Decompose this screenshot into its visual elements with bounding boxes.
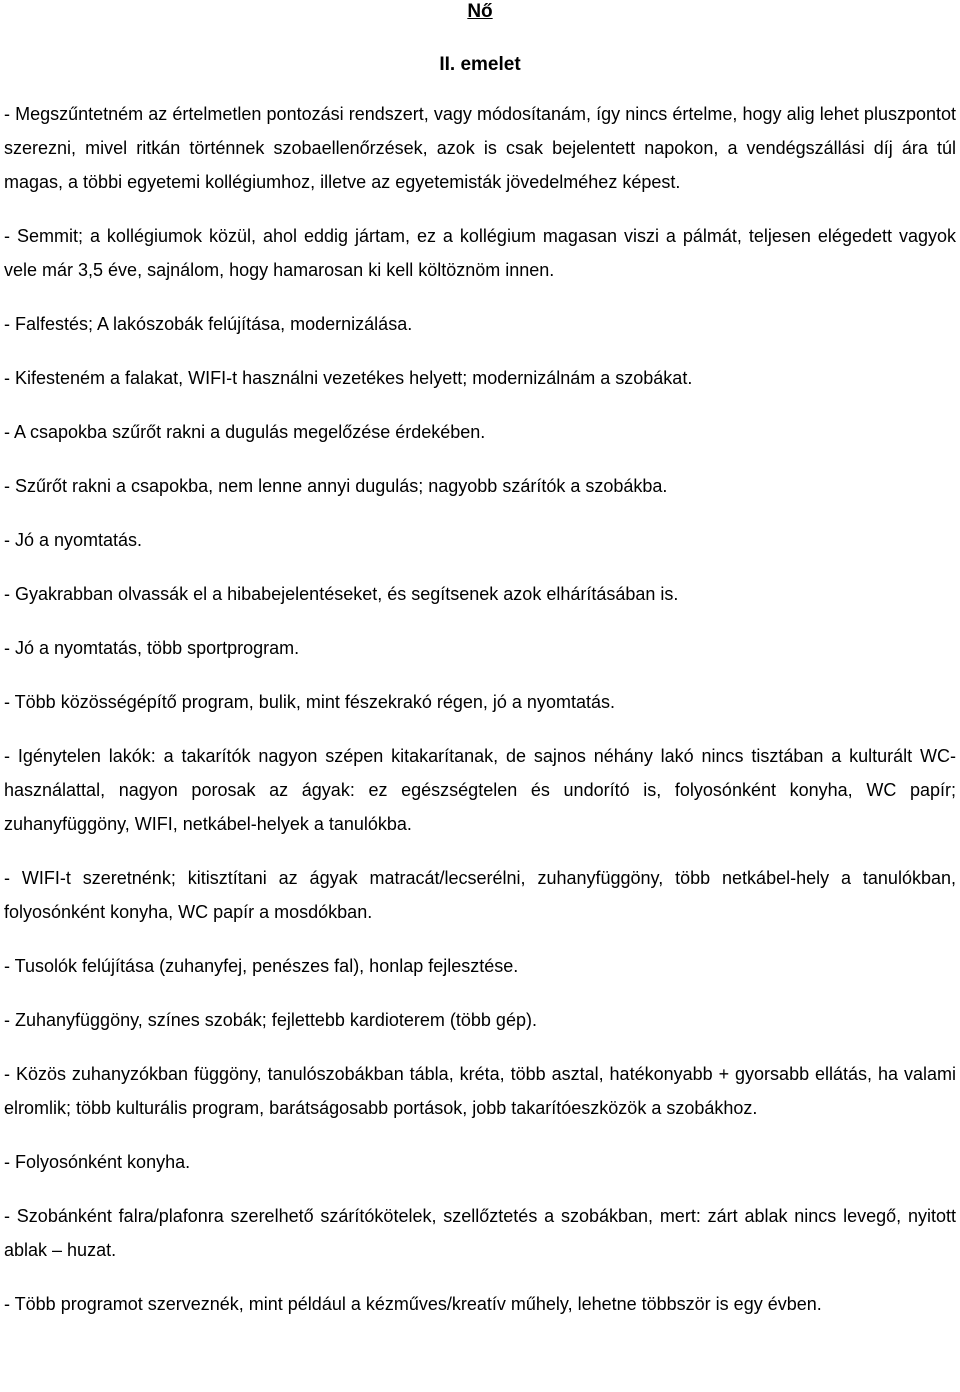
comment-paragraph: - Zuhanyfüggöny, színes szobák; fejlettebb kardioterem (több gép).	[4, 1010, 537, 1030]
comment-paragraph: - Semmit; a kollégiumok közül, ahol eddig jártam, ez a kollégium magasan viszi a pálmát, teljesen elégedett vagyok vele már 3,5 éve, sajnálom, hogy hamarosan ki kell költöznöm innen.	[4, 226, 956, 280]
comment-paragraph: - Tusolók felújítása (zuhanyfej, penészes fal), honlap fejlesztése.	[4, 956, 519, 976]
comment-paragraph: - Több közösségépítő program, bulik, mint fészekrakó régen, jó a nyomtatás.	[4, 692, 615, 712]
comment-paragraph: - Jó a nyomtatás.	[4, 530, 143, 550]
comment-paragraph: - Szűrőt rakni a csapokba, nem lenne annyi dugulás; nagyobb szárítók a szobákba.	[4, 476, 668, 496]
comment-paragraph: - Több programot szerveznék, mint például a kézműves/kreatív műhely, lehetne többször is egy évben.	[4, 1294, 822, 1314]
comment-paragraph: - Folyosónként konyha.	[4, 1152, 191, 1172]
comment-paragraph: - Megszűntetném az értelmetlen pontozási rendszert, vagy módosítanám, így nincs értelme, hogy alig lehet pluszpontot szerezni, mivel ritkán történnek szobaellenőrzések, azok is csak bejelentett napokon, a vendégszállási díj ára túl magas, a többi egyetemi kollégiumhoz, illetve az egyetemisták jövedelméhez képest.	[4, 104, 956, 192]
comment-paragraph: - Kifesteném a falakat, WIFI-t használni vezetékes helyett; modernizálnám a szobákat.	[4, 368, 693, 388]
comment-paragraph: - Közös zuhanyzókban függöny, tanulószobákban tábla, kréta, több asztal, hatékonyabb + gyorsabb ellátás, ha valami elromlik; több kulturális program, barátságosabb portások, jobb takarítóeszközök a szobákhoz.	[4, 1064, 956, 1118]
document-title: Nő	[467, 1, 493, 22]
comment-paragraph: - Falfestés; A lakószobák felújítása, modernizálása.	[4, 314, 413, 334]
comment-paragraph: - WIFI-t szeretnénk; kitisztítani az ágyak matracát/lecserélni, zuhanyfüggöny, több netkábel-hely a tanulókban, folyosónként konyha, WC papír a mosdókban.	[4, 868, 956, 922]
document-page	[4, 0, 956, 1321]
comment-paragraph: - Jó a nyomtatás, több sportprogram.	[4, 638, 300, 658]
comment-paragraph: - Szobánként falra/plafonra szerelhető szárítókötelek, szellőztetés a szobákban, mert: zárt ablak nincs levegő, nyitott ablak – huzat.	[4, 1206, 956, 1260]
comment-paragraph: - Igénytelen lakók: a takarítók nagyon szépen kitakarítanak, de sajnos néhány lakó nincs tisztában a kulturált WC-használattal, nagyon porosak az ágyak: ez egészségtelen és undorító is, folyosónként konyha, WC papír; zuhanyfüggöny, WIFI, netkábel-helyek a tanulókba.	[4, 746, 956, 834]
comment-paragraph: - Gyakrabban olvassák el a hibabejelentéseket, és segítsenek azok elhárításában is.	[4, 584, 679, 604]
document-subtitle: II. emelet	[439, 54, 521, 75]
comment-paragraph: - A csapokba szűrőt rakni a dugulás megelőzése érdekében.	[4, 422, 486, 442]
